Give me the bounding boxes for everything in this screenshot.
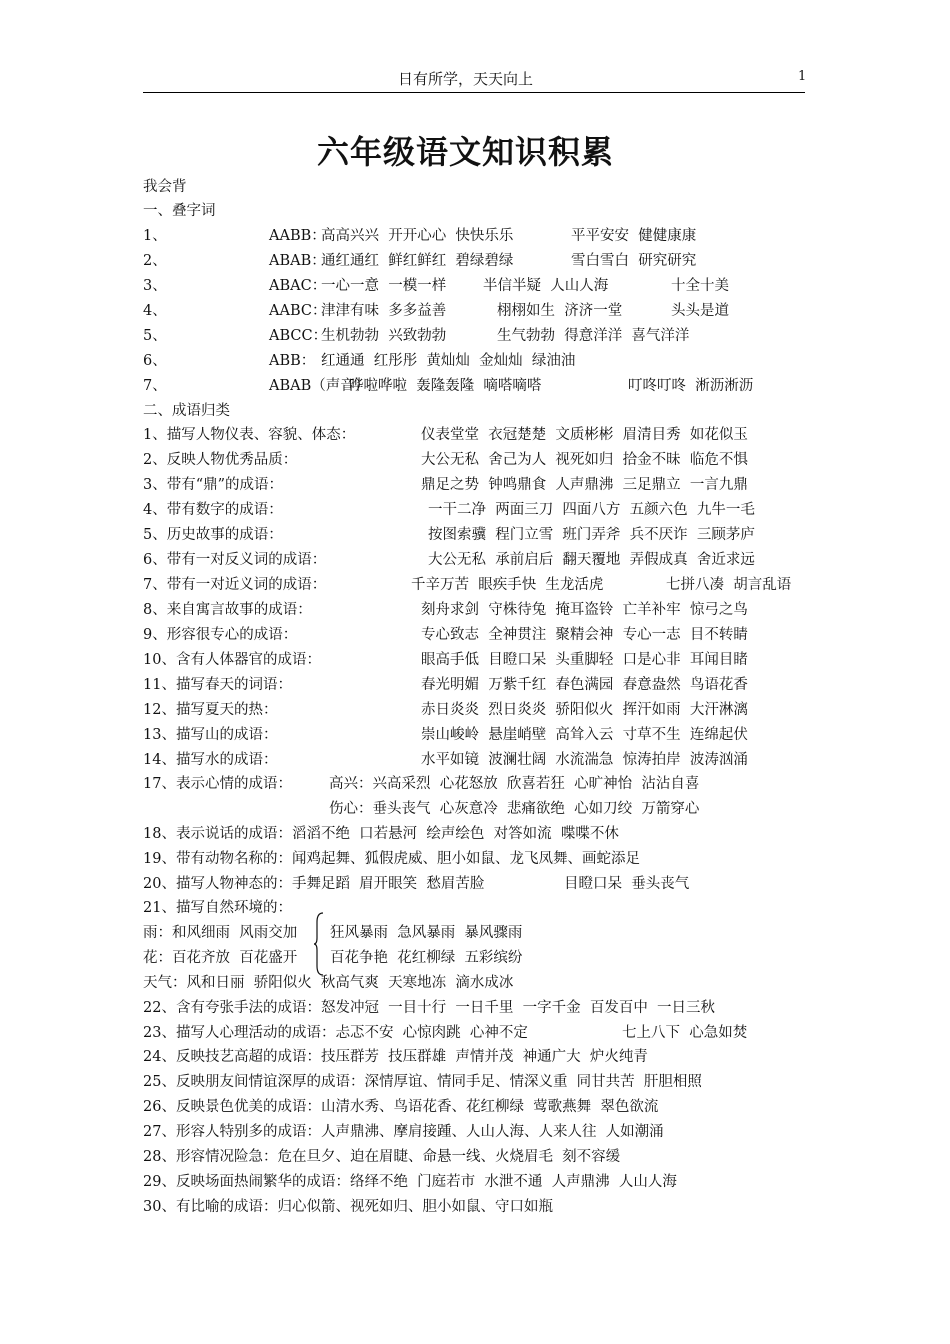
item-number: 7、 [143,378,167,394]
words: 哗啦哗啦 轰隆轰隆 嘀嗒嘀嗒 [349,378,542,394]
words: 红通通 红彤彤 黄灿灿 金灿灿 绿油油 [321,353,576,369]
category-label: 14、描写水的成语： [143,752,278,768]
list-item: 30、有比喻的成语：归心似箭、视死如归、胆小如鼠、守口如瓶 [143,1199,553,1215]
list-item: 28、形容情况险急：危在旦夕、迫在眉睫、命悬一线、火烧眉毛 刻不容缓 [143,1149,621,1165]
words: 叮咚叮咚 淅沥淅沥 [628,378,754,394]
list-item: 27、形容人特别多的成语：人声鼎沸、摩肩接踵、人山人海、人来人往 人如潮涌 [143,1124,664,1140]
words: 一心一意 一模一样 [321,278,447,294]
idioms: 千辛万苦 眼疾手快 生龙活虎 [411,577,604,593]
idioms: 赤日炎炎 烈日炎炎 骄阳似火 挥汗如雨 大汗淋漓 [421,702,748,718]
item-number: 2、 [143,253,167,269]
list-item: 天气：风和日丽 骄阳似火 秋高气爽 天寒地冻 滴水成冰 [143,975,514,991]
words: 生气勃勃 得意洋洋 喜气洋洋 [497,328,690,344]
category-label: 17、表示心情的成语： [143,776,292,792]
idioms: 一干二净 两面三刀 四面八方 五颜六色 九牛一毛 [428,502,755,518]
idioms: 23、描写人心理活动的成语：忐忑不安 心惊肉跳 心神不定 [143,1025,528,1041]
list-item: 26、反映景色优美的成语：山清水秀、鸟语花香、花红柳绿 莺歌燕舞 翠色欲流 [143,1099,659,1115]
idioms: 专心致志 全神贯注 聚精会神 专心一志 目不转睛 [421,627,748,643]
list-item: 25、反映朋友间情谊深厚的成语：深情厚谊、情同手足、情深义重 同甘共苦 肝胆相照 [143,1074,702,1090]
item-number: 5、 [143,328,167,344]
category-label: 6、带有一对反义词的成语： [143,552,327,568]
category-label: 2、反映人物优秀品质： [143,452,298,468]
idioms: 按图索骥 程门立雪 班门弄斧 兵不厌诈 三顾茅庐 [428,527,755,543]
category-label: 12、描写夏天的热： [143,702,278,718]
idioms: 仪表堂堂 衣冠楚楚 文质彬彬 眉清目秀 如花似玉 [421,427,748,443]
section2-heading: 二、成语归类 [143,403,230,419]
words: 栩栩如生 济济一堂 [497,303,623,319]
words: 头头是道 [671,303,729,319]
idioms: 七上八下 心急如焚 [622,1025,748,1041]
pattern-label: ABAB： [269,253,326,269]
intro-text: 我会背 [143,179,187,195]
pattern-label: ABCC： [269,328,328,344]
idioms: 崇山峻岭 悬崖峭壁 高耸入云 寸草不生 连绵起伏 [421,727,748,743]
list-item: 22、含有夸张手法的成语：怒发冲冠 一目十行 一日千里 一字千金 百发百中 一日三秋 [143,1000,716,1016]
words: 津津有味 多多益善 [321,303,447,319]
list-item: 21、描写自然环境的： [143,900,292,916]
category-label: 4、带有数字的成语： [143,502,283,518]
header-motto: 日有所学，天天向上 [398,70,534,88]
category-label: 11、描写春天的词语： [143,677,292,693]
idioms: 大公无私 舍己为人 视死如归 拾金不昧 临危不惧 [421,452,748,468]
category-label: 10、含有人体器官的成语： [143,652,321,668]
pattern-label: ABAC： [269,278,327,294]
category-label: 3、带有“鼎”的成语： [143,477,284,493]
idioms: 伤心：垂头丧气 心灰意冷 悲痛欲绝 心如刀绞 万箭穿心 [329,801,700,817]
item-number: 6、 [143,353,167,369]
idioms: 刻舟求剑 守株待兔 掩耳盗铃 亡羊补牢 惊弓之鸟 [421,602,748,618]
page-title: 六年级语文知识积累 [317,133,615,171]
item-number: 4、 [143,303,167,319]
category-label: 5、历史故事的成语： [143,527,283,543]
words: 通红通红 鲜红鲜红 碧绿碧绿 [321,253,514,269]
words: 高高兴兴 开开心心 快快乐乐 [321,228,514,244]
page-number: 1 [798,69,807,84]
item-number: 3、 [143,278,167,294]
words: 平平安安 健健康康 [571,228,697,244]
idioms: 20、描写人物神态的：手舞足蹈 眉开眼笑 愁眉苦脸 [143,876,485,892]
list-item: 29、反映场面热闹繁华的成语：络绎不绝 门庭若市 水泄不通 人声鼎沸 人山人海 [143,1174,677,1190]
words: 生机勃勃 兴致勃勃 [321,328,447,344]
words: 半信半疑 人山人海 [483,278,609,294]
idioms: 高兴：兴高采烈 心花怒放 欣喜若狂 心旷神怡 沾沾自喜 [329,776,700,792]
category-label: 8、来自寓言故事的成语： [143,602,312,618]
section1-heading: 一、叠字词 [143,203,216,219]
idioms: 雨：和风细雨 风雨交加 [143,925,298,941]
idioms: 大公无私 承前启后 翻天覆地 弄假成真 舍近求远 [428,552,755,568]
idioms: 七拼八凑 胡言乱语 [666,577,792,593]
pattern-label: AABB： [269,228,326,244]
category-label: 9、形容很专心的成语： [143,627,298,643]
category-label: 13、描写山的成语： [143,727,278,743]
words: 十全十美 [671,278,729,294]
item-number: 1、 [143,228,167,244]
idioms: 眼高手低 目瞪口呆 头重脚轻 口是心非 耳闻目睹 [421,652,748,668]
idioms: 目瞪口呆 垂头丧气 [564,876,690,892]
idioms: 狂风暴雨 急风暴雨 暴风骤雨 [330,925,523,941]
idioms: 花：百花齐放 百花盛开 [143,950,298,966]
idioms: 鼎足之势 钟鸣鼎食 人声鼎沸 三足鼎立 一言九鼎 [421,477,748,493]
idioms: 百花争艳 花红柳绿 五彩缤纷 [330,950,523,966]
pattern-label: ABAB（声音） [269,378,370,394]
pattern-label: AABC： [269,303,327,319]
brace-icon [314,912,324,976]
list-item: 24、反映技艺高超的成语：技压群芳 技压群雄 声情并茂 神通广大 炉火纯青 [143,1049,648,1065]
list-item: 18、表示说话的成语：滔滔不绝 口若悬河 绘声绘色 对答如流 喋喋不休 [143,826,619,842]
pattern-label: ABB： [269,353,316,369]
header-rule [143,92,805,93]
category-label: 7、带有一对近义词的成语： [143,577,327,593]
idioms: 水平如镜 波澜壮阔 水流湍急 惊涛拍岸 波涛汹涌 [421,752,748,768]
category-label: 1、描写人物仪表、容貌、体态： [143,427,356,443]
list-item: 19、带有动物名称的：闻鸡起舞、狐假虎威、胆小如鼠、龙飞凤舞、画蛇添足 [143,851,640,867]
words: 雪白雪白 研究研究 [571,253,697,269]
idioms: 春光明媚 万紫千红 春色满园 春意盎然 鸟语花香 [421,677,748,693]
